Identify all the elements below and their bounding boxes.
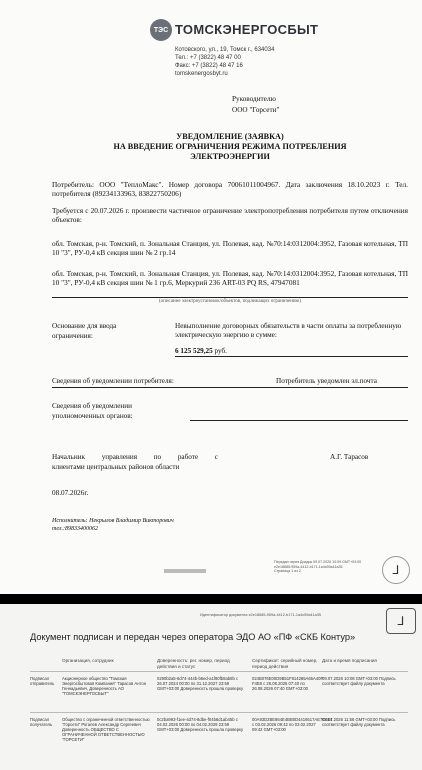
document-date: 08.07.2026г. <box>52 489 89 497</box>
row-time: 09.07.2026 11:58 GMT+03:00 Подпись соответствует файлу документа <box>322 717 396 727</box>
row-role: Подписал отправитель <box>30 676 55 686</box>
header-rule <box>30 671 408 672</box>
edo-signature-title: Документ подписан и передан через оператора ЭДО АО «ПФ «СКБ Контур» <box>30 632 356 642</box>
phone-line: Тел.: +7 (3822) 48 47 00 <box>175 55 241 61</box>
fax-line: Факс: +7 (3822) 48 47 16 <box>175 63 243 69</box>
row-time: 09.07.2026 10:08 GMT+03:00 Подпись соответствует файлу документа <box>322 676 396 686</box>
restricted-object-1: обл. Томская, р-н. Томский, п. Зональная Станция, ул. Полевая, кад. №70:14:0312004:3952, Газовая котельная, ТП 10 "3", РУ-0,4 кВ секция шин № 2 гр.14 <box>52 239 408 257</box>
col-header-org: Организация, сотрудник <box>62 658 114 663</box>
edo-note <box>274 560 361 574</box>
row-poa: 0290b2a5-6d74-444b-b6ed-a1f80fb8ab8b с 26.07.2024 00:00 по 31.12.2027 23:59 GMT+03:00 Доверенность прошла проверку <box>157 676 244 691</box>
row-role: Подписал получатель <box>30 717 53 727</box>
document-title-line-1: УВЕДОМЛЕНИЕ (ЗАЯВКА) <box>176 132 284 141</box>
signer-position-1: Начальник управления по работе с <box>52 453 218 461</box>
basis-label-2: ограничения: <box>52 332 93 340</box>
edo-stamp-icon-2: ⅃ <box>386 608 416 634</box>
company-logo: ТЭС <box>150 19 172 41</box>
row-cert: 024B076E00D9B51F914285A65A40F F4E8 с 26.08.2025 07:40 по 26.08.2026 07:40 GMT+03:00 <box>252 676 324 691</box>
debt-currency: руб. <box>214 347 227 355</box>
notify-consumer-label: Сведения об уведомлении потребителя: <box>52 377 174 385</box>
col-header-time: Дата и время подписания <box>322 658 377 663</box>
objects-caption: (описание электроустановок/объектов, подлежащих ограничению) <box>159 299 301 304</box>
consumer-info: Потребитель: ООО "ТеплоМакс". Номер договора 70061011004967. Дата заключения 18.10.2023 г. Тел. потребителя (89234133963, 83822750206) <box>52 180 408 198</box>
restriction-requirement: Требуется с 20.07.2026 г. произвести частичное ограничение электропотребления потребителя путем отключения объектов: <box>52 206 408 224</box>
row-cert: 00A93D2BE864E4BB0D4416517AE7C014 с 03.02.2026 09:42 по 03.02.2027 09:42 GMT+03:00 <box>252 717 333 732</box>
edo-note-line-3: Страница 1 из 2 <box>274 569 301 573</box>
debt-amount-row <box>175 347 227 356</box>
addressee-company: ООО "Горсети" <box>232 106 280 114</box>
basis-underline <box>175 356 408 357</box>
debt-amount: 6 125 529,25 <box>175 347 213 355</box>
document-title-line-2: НА ВВЕДЕНИЕ ОГРАНИЧЕНИЯ РЕЖИМА ПОТРЕБЛЕНИЯ <box>113 142 347 151</box>
col-header-cert: Сертификат: серийный номер, период действия <box>252 658 318 669</box>
signer-position-2: клиентами центральных районов области <box>52 463 180 471</box>
addressee-position: Руководителю <box>232 95 276 103</box>
notify-orgs-label-1: Сведения об уведомлении <box>52 402 132 410</box>
basis-label-1: Основание для ввода <box>52 322 117 330</box>
document-title-line-3: ЭЛЕКТРОЭНЕРГИИ <box>190 152 270 161</box>
executor-phone: тел.:89833400062 <box>52 526 98 532</box>
restricted-object-2: обл. Томская, р-н. Томский, п. Зональная Станция, ул. Полевая, кад. №70:14:0312004:3952, Газовая котельная, ТП 10 "3", РУ-0,4 кВ секция шин № 1 гр.6, Меркурий 236 ART-03 PQ RS, 47947081 <box>52 269 408 287</box>
row-org: Общество с ограниченной ответственностью "Горсети" Рогалев Александр Сергеевич Доверенность ОБЩЕСТВО С ОГРАНИЧЕННОЙ ОТВЕТСТВЕННОСТЬЮ "ГОРСЕТИ" <box>62 717 150 742</box>
edo-note-line-2: e2e18685-959a-4412-b171-1a4c59a41a35 <box>274 564 343 569</box>
row-rule <box>30 712 408 713</box>
edo-note-line-1: Передан через Диадок 09.07.2026 10:09 GMT+03:00 <box>274 560 362 564</box>
barcode-strip <box>164 569 206 573</box>
col-header-poa: Доверенность: рег. номер, период действия и статус <box>157 658 230 669</box>
company-brand-name: ТОМСКЭНЕРГОСБЫТ <box>175 22 319 37</box>
row-poa: 0c2ba993-f1ee-4d74-8dbe-f04b6d1ab45b с 04.02.2026 00:00 по 04.02.2029 23:59 GMT+03:00 Доверенность прошла проверку <box>157 717 244 732</box>
edo-stamp-icon: ⅃ <box>382 556 410 584</box>
objects-underline <box>52 297 408 298</box>
page-separator <box>0 594 422 604</box>
row-org: Акционерное общество "Томская Энергосбытовая Компания" Тарасов Антон Геннадьевич, Доверенность АО "ТОМСКЭНЕРГОСБЫТ" <box>62 676 147 696</box>
document-id-line: Идентификатор документа e2e18685-959a-4412-b171-1a4c59a41a35 <box>200 613 321 617</box>
notify-orgs-underline <box>190 420 408 421</box>
notify-orgs-label-2: уполномоченных органов: <box>52 412 133 420</box>
notify-consumer-underline <box>52 387 408 388</box>
address-line: Котовского, ул., 19, Томск г., 634034 <box>175 47 275 53</box>
basis-text: Невыполнение договорных обязательств в части оплаты за потребленную электрическую энергию в сумме: <box>175 322 402 339</box>
signer-name: А.Г. Тарасов <box>330 453 369 461</box>
executor-name: Исполнитель: Некрылов Владимир Викторович <box>52 518 174 524</box>
website-line: tomskenergosbyt.ru <box>175 71 228 77</box>
notify-consumer-value: Потребитель уведомлен эл.почта <box>276 377 377 385</box>
